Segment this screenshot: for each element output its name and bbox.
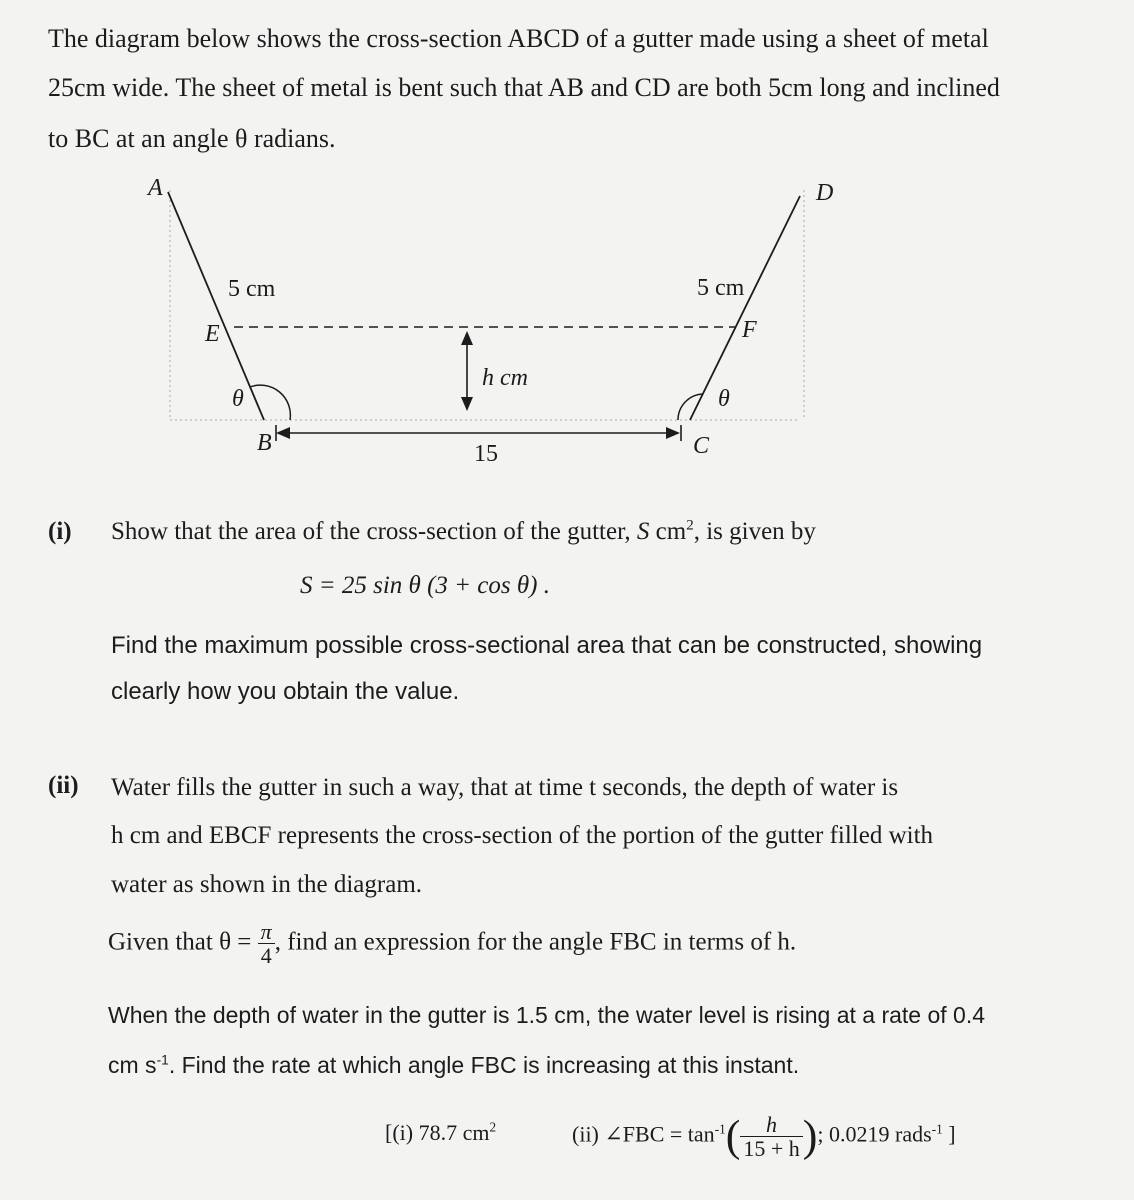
intro-line-3: to BC at an angle θ radians. xyxy=(48,124,336,153)
theta-label-c: θ xyxy=(718,386,730,412)
answer-fraction: $\frac{h}{15 + h}$ xyxy=(740,1113,802,1160)
part-i-marker: (i) xyxy=(48,518,72,545)
part-ii-marker: (ii) xyxy=(48,772,79,799)
length-label-cd: 5 cm xyxy=(697,275,745,301)
height-arrow-up xyxy=(461,331,473,345)
label-c: C xyxy=(693,433,710,459)
intro-line-2: 25cm wide. The sheet of metal is bent such that AB and CD are both 5cm long and inclined xyxy=(48,73,1000,102)
base-length-label: 15 xyxy=(474,441,498,467)
angle-arc-c xyxy=(678,394,703,420)
height-label: h cm xyxy=(482,365,528,391)
theta-label-b: θ xyxy=(232,386,244,412)
base-arrow-right xyxy=(666,427,680,439)
pi-over-4-fraction: $\frac{\pi}{4}$ xyxy=(258,920,275,967)
answer-i: [(i) 78.7 $cm^2$ xyxy=(385,1119,497,1145)
gutter-diagram xyxy=(0,0,1134,470)
part-i-line-3: Find the maximum possible cross-sectional area that can be constructed, showing xyxy=(111,632,983,659)
label-a: A xyxy=(148,175,163,201)
part-i-line-4: clearly how you obtain the value. xyxy=(111,678,460,705)
side-cd xyxy=(690,196,800,420)
label-d: D xyxy=(816,180,834,206)
answer-ii: (ii) ∠FBC = $\tan^{-1}$( $\frac{h}{15 + h}$ ); 0.0219 rads$^{-1}$ ] xyxy=(572,1111,956,1162)
length-label-ab: 5 cm xyxy=(228,276,276,302)
label-f: F xyxy=(742,317,757,343)
area-formula: S = 25 sin θ (3 + cos θ) . xyxy=(300,572,550,599)
part-ii-given: Given that θ = $\frac{\pi}{4}$ , find an expression for the angle FBC in terms of h. xyxy=(108,919,797,969)
part-ii-line-2: h cm and EBCF represents the cross-section of the portion of the gutter filled with xyxy=(111,822,934,849)
part-i-line-1: Show that the area of the cross-section of the gutter, S $cm^2$, is given by xyxy=(111,517,816,545)
height-arrow-down xyxy=(461,397,473,411)
base-arrow-left xyxy=(276,427,290,439)
intro-line-1: The diagram below shows the cross-section ABCD of a gutter made using a sheet of metal xyxy=(48,24,989,53)
part-ii-line-1: Water fills the gutter in such a way, that at time t seconds, the depth of water is xyxy=(111,774,899,801)
part-ii-line-3: water as shown in the diagram. xyxy=(111,871,423,898)
part-ii-line-5: When the depth of water in the gutter is 1.5 cm, the water level is rising at a rate of 0.4 xyxy=(108,1002,986,1028)
part-ii-line-6: cm $s^{-1}$. Find the rate at which angle FBC is increasing at this instant. xyxy=(108,1052,800,1078)
label-b: B xyxy=(257,430,272,456)
label-e: E xyxy=(205,321,220,347)
side-ab xyxy=(168,192,264,420)
